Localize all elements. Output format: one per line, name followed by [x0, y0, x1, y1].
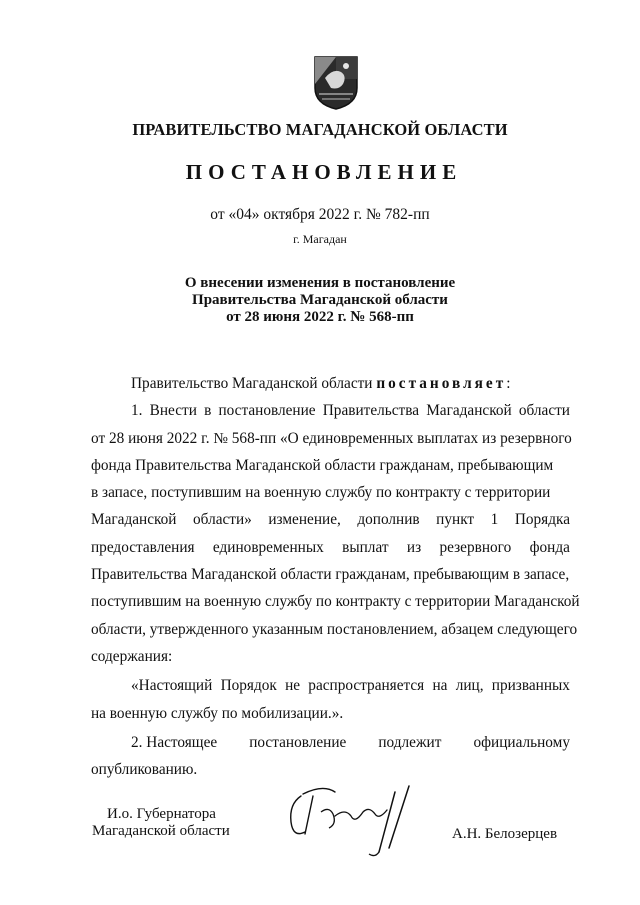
body-line [91, 534, 570, 561]
body-word: Порядка [514, 511, 570, 529]
body-word: фонда Правительства Магаданской области гражданам, пребывающим [91, 456, 554, 474]
body-line [91, 616, 578, 643]
paragraph-2-end: опубликованию. [91, 761, 198, 779]
date-number: от «04» октября 2022 г. № 782-пп [210, 206, 430, 223]
preamble [91, 370, 570, 397]
body-word: Правительства Магаданской области гражданам, пребывающим в запасе, [91, 566, 570, 584]
body-word: дополнив [357, 511, 420, 529]
body-word: 2. Настоящее [131, 733, 218, 751]
body-word: поступившим на военную службу по контракту с территории Магаданской [91, 593, 580, 611]
body-word: пункт [436, 511, 475, 529]
quote-line-end: на военную службу по мобилизации.». [91, 704, 344, 722]
body-word: Магаданской [426, 402, 512, 420]
body-word: 1 [490, 511, 499, 529]
body-word: постановление [249, 733, 347, 751]
body-line [91, 588, 580, 615]
paragraph-1 [91, 397, 580, 643]
body-word: Порядок [220, 677, 277, 695]
signatory-title [92, 806, 230, 840]
signatory-name: А.Н. Белозерцев [452, 826, 558, 842]
body-word: резервного [439, 538, 512, 556]
body-line [91, 479, 570, 506]
body-word: в запасе, поступившим на военную службу по контракту с территории [91, 484, 551, 502]
document-body [91, 370, 580, 783]
body-word: на [432, 677, 448, 695]
signatory-title-line: Магаданской области [92, 823, 230, 839]
body-word: не [285, 677, 301, 695]
subject-line: О внесении изменения в постановление [184, 275, 456, 291]
quote-line [91, 672, 570, 699]
body-word: области» [193, 511, 252, 529]
body-word: области, утвержденного указанным постановлением, абзацем следующего [91, 620, 578, 638]
city: г. Магадан [293, 232, 347, 246]
body-word: от 28 июня 2022 г. № 568-пп «О единовременных выплатах из резервного [91, 429, 572, 447]
body-line [91, 397, 570, 424]
preamble-end: : [506, 375, 511, 392]
preamble-text: Правительство Магаданской области [131, 375, 373, 392]
preamble-verb: постановляет [376, 375, 507, 392]
document-type: ПОСТАНОВЛЕНИЕ [185, 160, 463, 184]
body-word: в [204, 402, 212, 420]
body-line [91, 561, 570, 588]
body-word: выплат [342, 538, 389, 556]
document-subject [0, 275, 640, 326]
body-word: Магаданской [91, 511, 177, 529]
signatory-title-line: И.о. Губернатора [107, 806, 216, 822]
coat-of-arms-emblem [313, 54, 359, 110]
handwritten-signature [283, 782, 428, 862]
body-word: постановление [218, 402, 316, 420]
body-word: распространяется [308, 677, 425, 695]
body-word: Внести [149, 402, 197, 420]
body-word: предоставления [91, 538, 195, 556]
subject-line: Правительства Магаданской области [192, 292, 448, 308]
body-word: лиц, [455, 677, 484, 695]
government-title: ПРАВИТЕЛЬСТВО МАГАДАНСКОЙ ОБЛАСТИ [132, 120, 508, 139]
body-word: «Настоящий [131, 677, 213, 695]
body-word: фонда [529, 538, 570, 556]
body-line [91, 425, 570, 452]
body-word: Правительства [322, 402, 420, 420]
paragraph-1-last: содержания: [91, 647, 173, 665]
paragraph-2 [91, 729, 570, 756]
body-word: подлежит [378, 733, 442, 751]
body-word: призванных [491, 677, 570, 695]
body-word: области [518, 402, 570, 420]
body-word: изменение, [268, 511, 341, 529]
subject-line: от 28 июня 2022 г. № 568-пп [226, 309, 414, 325]
body-line [91, 452, 570, 479]
body-word: из [406, 538, 422, 556]
body-word: 1. [131, 402, 143, 420]
body-line [91, 506, 570, 533]
body-word: официальному [473, 733, 570, 751]
body-word: единовременных [212, 538, 324, 556]
